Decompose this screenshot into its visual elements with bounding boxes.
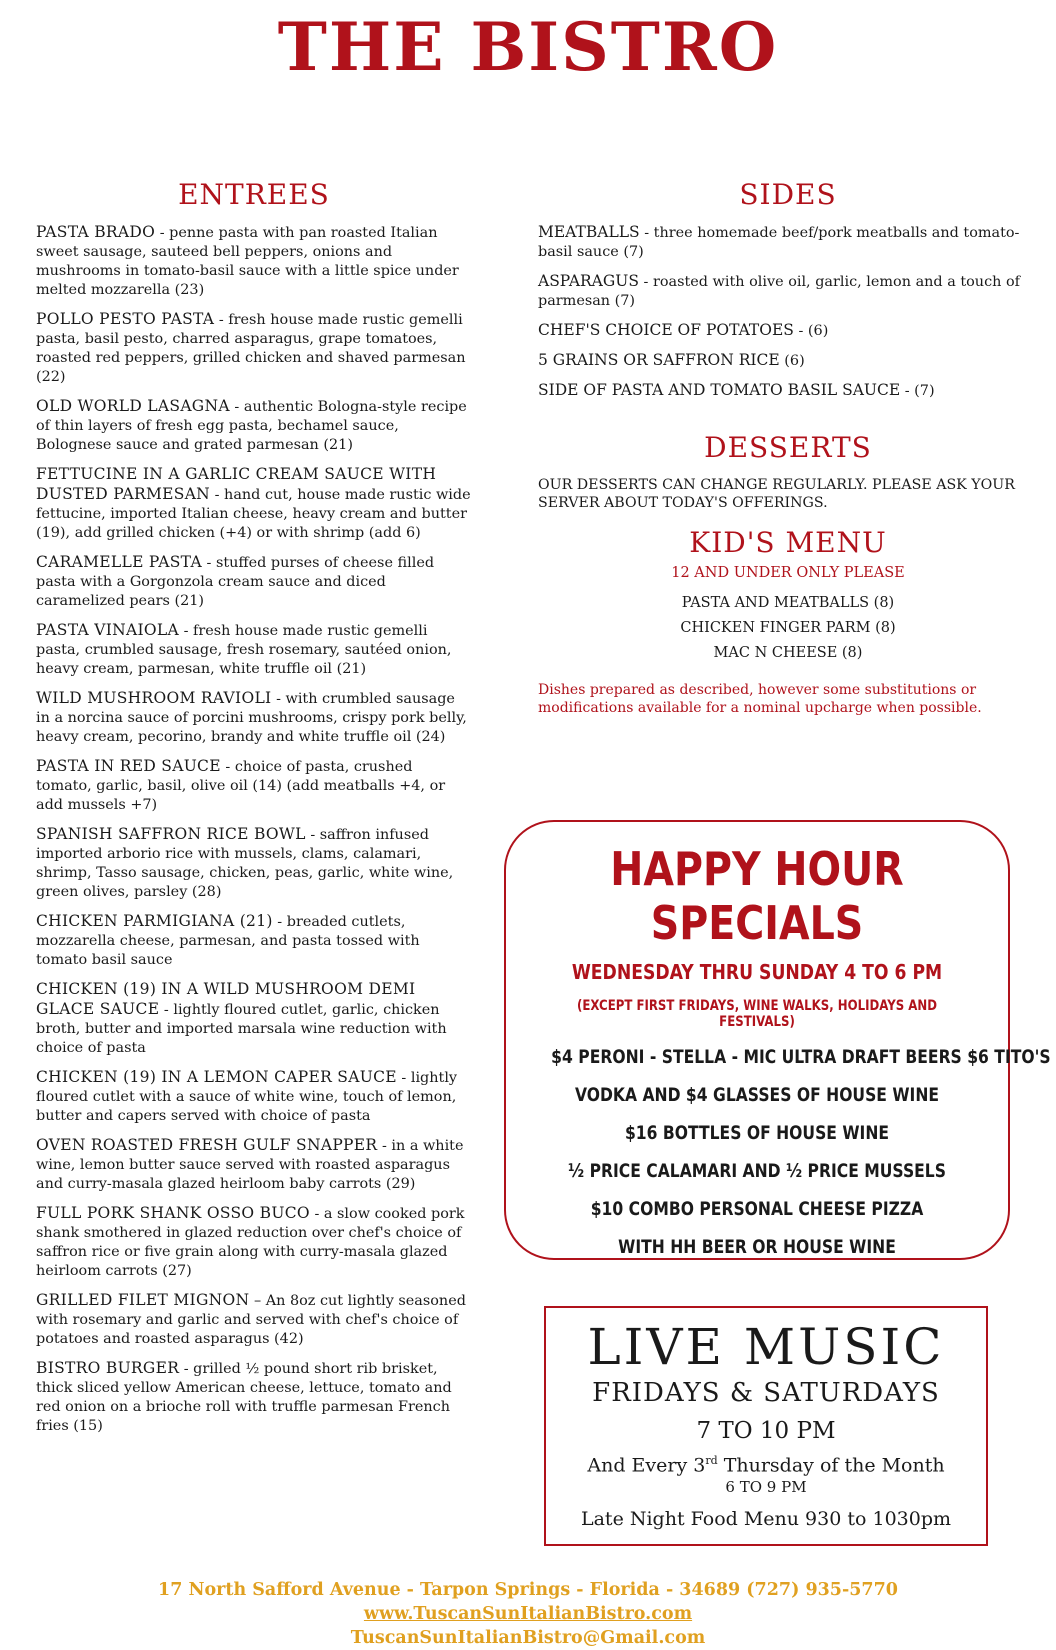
menu-item-name: CARAMELLE PASTA: [36, 553, 202, 571]
kids-menu-item: CHICKEN FINGER PARM (8): [680, 620, 896, 636]
happy-hour-line: ½ PRICE CALAMARI AND ½ PRICE MUSSELS: [568, 1160, 946, 1182]
live-music-thursday-time: 6 TO 9 PM: [725, 1478, 807, 1497]
page-title: THE BISTRO: [277, 8, 779, 86]
menu-item: [36, 465, 472, 543]
menu-item-name: MEATBALLS: [538, 223, 640, 241]
menu-item: [36, 223, 472, 300]
menu-item-description: - penne pasta with pan roasted Italian sweet sausage, sauteed bell peppers, onions and mushrooms in tomato-basil sauce with a little spice under melted mozzarella (23): [36, 225, 459, 298]
happy-hour-line: $16 BOTTLES OF HOUSE WINE: [624, 1122, 890, 1144]
menu-item-name: SPANISH SAFFRON RICE BOWL: [36, 825, 306, 843]
menu-item-name: ASPARAGUS: [538, 272, 639, 290]
menu-item-description: - fresh house made rustic gemelli pasta, basil pesto, charred asparagus, grape tomatoes, roasted red peppers, grilled chicken and shaved parmesan (22): [36, 312, 466, 385]
late-night-menu: Late Night Food Menu 930 to 1030pm: [580, 1508, 952, 1531]
menu-item: [36, 1291, 472, 1349]
menu-item-description: - hand cut, house made rustic wide fettucine, imported Italian cheese, heavy cream and butter (19), add grilled chicken (+4) or with shrimp (add 6): [36, 487, 471, 541]
happy-hour-days: WEDNESDAY THRU SUNDAY 4 TO 6 PM: [571, 960, 943, 984]
kids-subtitle: 12 AND UNDER ONLY PLEASE: [671, 565, 905, 581]
entrees-heading: ENTREES: [178, 178, 330, 211]
happy-hour-exceptions: (EXCEPT FIRST FRIDAYS, WINE WALKS, HOLIDAYS AND FESTIVALS): [577, 998, 937, 1030]
menu-item-name: SIDE OF PASTA AND TOMATO BASIL SAUCE: [538, 381, 901, 399]
kids-menu-item: PASTA AND MEATBALLS (8): [681, 595, 895, 611]
happy-hour-title: HAPPY HOUR SPECIALS: [610, 842, 904, 950]
happy-hour-line: WITH HH BEER OR HOUSE WINE: [618, 1236, 896, 1258]
menu-item: [36, 553, 472, 611]
menu-item-name: BISTRO BURGER: [36, 1359, 180, 1377]
menu-item: [36, 825, 472, 902]
thursday-pre: And Every 3: [587, 1454, 706, 1477]
website-link[interactable]: www.TuscanSunItalianBistro.com: [363, 1604, 693, 1624]
live-music-title: LIVE MUSIC: [587, 1318, 945, 1376]
disclaimer: Dishes prepared as described, however some substitutions or modifications available for a nominal upcharge when possible.: [538, 682, 982, 716]
live-music-box: [544, 1306, 988, 1546]
right-column: [538, 178, 1038, 717]
menu-item: [36, 621, 472, 679]
menu-item-name: FULL PORK SHANK OSSO BUCO: [36, 1204, 310, 1222]
happy-hour-box: [504, 820, 1051, 1260]
menu-item-name: OVEN ROASTED FRESH GULF SNAPPER: [36, 1136, 378, 1154]
menu-item: [36, 1136, 472, 1194]
menu-item-name: WILD MUSHROOM RAVIOLI: [36, 689, 272, 707]
happy-hour-line: $10 COMBO PERSONAL CHEESE PIZZA: [590, 1198, 924, 1220]
sides-list: [538, 223, 1038, 401]
menu-item: [36, 1359, 472, 1436]
live-music-days: FRIDAYS & SATURDAYS: [592, 1378, 940, 1408]
menu-item-name: CHEF'S CHOICE OF POTATOES: [538, 321, 794, 339]
menu-item-description: - lightly floured cutlet with a sauce of white wine, touch of lemon, butter and capers served with choice of pasta: [36, 1070, 458, 1124]
kids-heading: KID'S MENU: [689, 526, 887, 559]
entrees-list: [36, 223, 472, 1436]
menu-item-description: - in a white wine, lemon butter sauce served with roasted asparagus and curry-masala glazed heirloom baby carrots (29): [36, 1138, 464, 1192]
menu-item-description: - fresh house made rustic gemelli pasta, crumbled sausage, fresh rosemary, sautéed onion, heavy cream, parmesan, white truffle oil (21): [36, 623, 452, 677]
menu-item-name: PASTA IN RED SAUCE: [36, 757, 221, 775]
thursday-sup: rd: [705, 1454, 718, 1467]
menu-item: [36, 310, 472, 387]
menu-item: [538, 272, 1038, 311]
menu-item-description: - saffron infused imported arborio rice with mussels, clams, calamari, shrimp, Tasso sausage, chicken, peas, garlic, white wine, green olives, parsley (28): [36, 827, 454, 900]
menu-item: [538, 381, 1038, 401]
menu-item-name: OLD WORLD LASAGNA: [36, 397, 230, 415]
menu-item-name: POLLO PESTO PASTA: [36, 310, 215, 328]
desserts-heading: DESSERTS: [704, 431, 872, 464]
happy-hour-line: VODKA AND $4 GLASSES OF HOUSE WINE: [574, 1084, 940, 1106]
happy-hour-line: $4 PERONI - STELLA - MIC ULTRA DRAFT BEERS $6 TITO'S: [551, 1046, 1051, 1068]
menu-item-name: FETTUCINE IN A GARLIC CREAM SAUCE WITH DUSTED PARMESAN: [36, 465, 437, 503]
email-link[interactable]: TuscanSunItalianBistro@Gmail.com: [350, 1628, 706, 1648]
menu-item: [36, 912, 472, 970]
menu-item-name: PASTA VINAIOLA: [36, 621, 180, 639]
menu-item-name: PASTA BRADO: [36, 223, 156, 241]
menu-item: [538, 351, 1038, 371]
footer: [0, 1578, 1056, 1650]
kids-menu-item: MAC N CHEESE (8): [713, 645, 863, 661]
menu-item-description: - lightly floured cutlet, garlic, chicken broth, butter and imported marsala wine reduction with choice of pasta: [36, 1002, 447, 1056]
live-music-thursday: [546, 1454, 986, 1476]
entrees-section: [36, 178, 472, 1446]
live-music-time: 7 TO 10 PM: [696, 1418, 836, 1444]
menu-item-description: - a slow cooked pork shank smothered in glazed reduction over chef's choice of saffron rice or five grain along with curry-masala glazed heirloom carrots (27): [36, 1206, 465, 1279]
footer-address: 17 North Safford Avenue - Tarpon Springs - Florida - 34689 (727) 935-5770: [158, 1580, 898, 1600]
kids-list: [538, 595, 1038, 661]
menu-item: [36, 1204, 472, 1281]
menu-item: [36, 1068, 472, 1126]
menu-item-description: - choice of pasta, crushed tomato, garlic, basil, olive oil (14) (add meatballs +4, or add mussels +7): [36, 759, 446, 813]
menu-item-description: - with crumbled sausage in a norcina sauce of porcini mushrooms, crispy pork belly, heavy cream, pecorino, brandy and white truffle oil (24): [36, 691, 467, 745]
menu-item-description: - breaded cutlets, mozzarella cheese, parmesan, and pasta tossed with tomato basil sauce: [36, 914, 420, 968]
desserts-note: OUR DESSERTS CAN CHANGE REGULARLY. PLEASE ASK YOUR SERVER ABOUT TODAY'S OFFERINGS.: [538, 477, 1015, 511]
menu-item-description: - (7): [900, 383, 935, 399]
menu-item-description: – An 8oz cut lightly seasoned with rosemary and garlic and served with chef's choice of potatoes and roasted asparagus (42): [36, 1293, 466, 1347]
menu-item-name: CHICKEN (19) IN A LEMON CAPER SAUCE: [36, 1068, 397, 1086]
sides-heading: SIDES: [739, 178, 837, 211]
menu-item-name: CHICKEN PARMIGIANA (21): [36, 912, 273, 930]
thursday-post: Thursday of the Month: [717, 1454, 945, 1477]
menu-item: [538, 223, 1038, 262]
menu-item: [36, 689, 472, 747]
menu-item: [538, 321, 1038, 341]
menu-item-description: - authentic Bologna-style recipe of thin layers of fresh egg pasta, bechamel sauce, Bolognese sauce and grated parmesan (21): [36, 399, 467, 453]
menu-item-description: - roasted with olive oil, garlic, lemon and a touch of parmesan (7): [538, 274, 1020, 309]
menu-item: [36, 397, 472, 455]
menu-item-name: 5 GRAINS OR SAFFRON RICE: [538, 351, 780, 369]
menu-item-description: - stuffed purses of cheese filled pasta with a Gorgonzola cream sauce and diced caramelized pears (21): [36, 555, 435, 609]
menu-item: [36, 757, 472, 815]
menu-item-description: - (6): [793, 323, 829, 339]
menu-item-name: CHICKEN (19) IN A WILD MUSHROOM DEMI GLACE SAUCE: [36, 980, 416, 1018]
menu-item-description: - grilled ½ pound short rib brisket, thick sliced yellow American cheese, lettuce, tomato and red onion on a brioche roll with truffle parmesan French fries (15): [36, 1361, 452, 1434]
menu-item: [36, 980, 472, 1058]
menu-item-description: (6): [779, 353, 805, 369]
menu-item-description: - three homemade beef/pork meatballs and tomato-basil sauce (7): [538, 225, 1020, 260]
menu-item-name: GRILLED FILET MIGNON: [36, 1291, 250, 1309]
